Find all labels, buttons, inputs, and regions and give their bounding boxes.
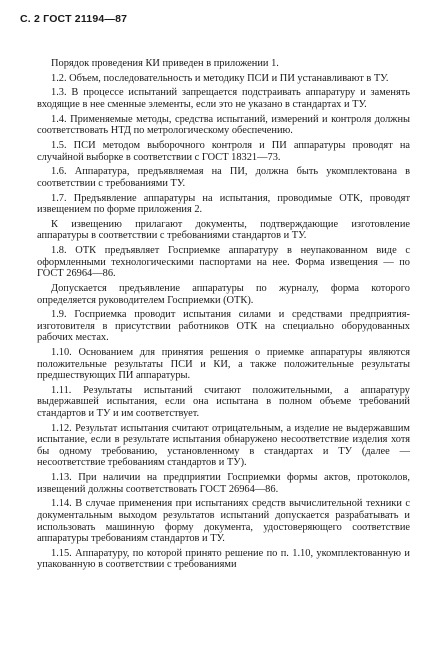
- paragraph-1-9: 1.9. Госприемка проводит испытания силами и средствами предприятия-изготовителя в присутствии работников ОТК на специально оборудованных рабочих местах.: [37, 309, 410, 344]
- paragraph-1-6: 1.6. Аппаратура, предъявляемая на ПИ, должна быть укомплектована в соответствии с требованиями ТУ.: [37, 166, 410, 189]
- paragraph-1-10: 1.10. Основанием для принятия решения о приемке аппаратуры являются положительные результаты ПСИ и КИ, а также положительные результаты предшествующих ПИ аппаратуры.: [37, 347, 410, 382]
- page-header: С. 2 ГОСТ 21194—87: [20, 13, 128, 25]
- paragraph-1-8-journal: Допускается предъявление аппаратуры по журналу, форма которого определяется руководителем Госприемки (ОТК).: [37, 282, 410, 306]
- paragraph-1-7: 1.7. Предъявление аппаратуры на испытания, проводимые ОТК, проводят извещением по форме приложения 2.: [37, 192, 410, 216]
- paragraph-1-12: 1.12. Результат испытания считают отрицательным, а изделие не выдержавшим испытание, если в результате испытания обнаружено несоответствие изделия хотя бы одному требованию, установленному в стандартах и ТУ (далее — несоответствие требованиям стандартов и ТУ).: [37, 422, 410, 469]
- paragraph-1-5: 1.5. ПСИ методом выборочного контроля и ПИ аппаратуры проводят на случайной выборке в соответствии с ГОСТ 18321—73.: [37, 140, 410, 163]
- paragraph-1-13: 1.13. При наличии на предприятии Госприемки формы актов, протоколов, извещений должны соответствовать ГОСТ 26964—86.: [37, 472, 410, 495]
- paragraph-1-4: 1.4. Применяемые методы, средства испытаний, измерений и контроля должны соответствовать НТД по метрологическому обеспечению.: [37, 113, 410, 137]
- paragraph-1-8: 1.8. ОТК предъявляет Госприемке аппаратуру в неупакованном виде с оформленными технологическими паспортами на нее. Форма извещения — по ГОСТ 26964—86.: [37, 245, 410, 280]
- paragraph-1-7-attachments: К извещению прилагают документы, подтверждающие изготовление аппаратуры в соответствии с требованиями стандартов и ТУ.: [37, 218, 410, 242]
- paragraph-1-3: 1.3. В процессе испытаний запрещается подстраивать аппаратуру и заменять входящие в нее сменные элементы, если это не указано в стандартах и ТУ.: [37, 87, 410, 111]
- paragraph-appendix-ref: Порядок проведения КИ приведен в приложении 1.: [51, 58, 279, 69]
- paragraph-1-2: 1.2. Объем, последовательность и методику ПСИ и ПИ устанавливают в ТУ.: [51, 72, 389, 84]
- paragraph-1-15: 1.15. Аппаратуру, по которой принято решение по п. 1.10, укомплектованную и упакованную в соответствии с требованиями: [37, 547, 410, 571]
- document-body: [37, 58, 410, 574]
- paragraph-1-14: 1.14. В случае применения при испытаниях средств вычислительной техники с документальным выходом результатов испытаний допускается разрабатывать и использовать машинную форму документа, удостоверяющего соответствие аппаратуры требованиям стандартов и ТУ.: [37, 498, 410, 545]
- paragraph-1-11: 1.11. Результаты испытаний считают положительными, а аппаратуру выдержавшей испытания, если она испытана в полном объеме требований стандартов и ТУ и им соответствует.: [37, 384, 410, 420]
